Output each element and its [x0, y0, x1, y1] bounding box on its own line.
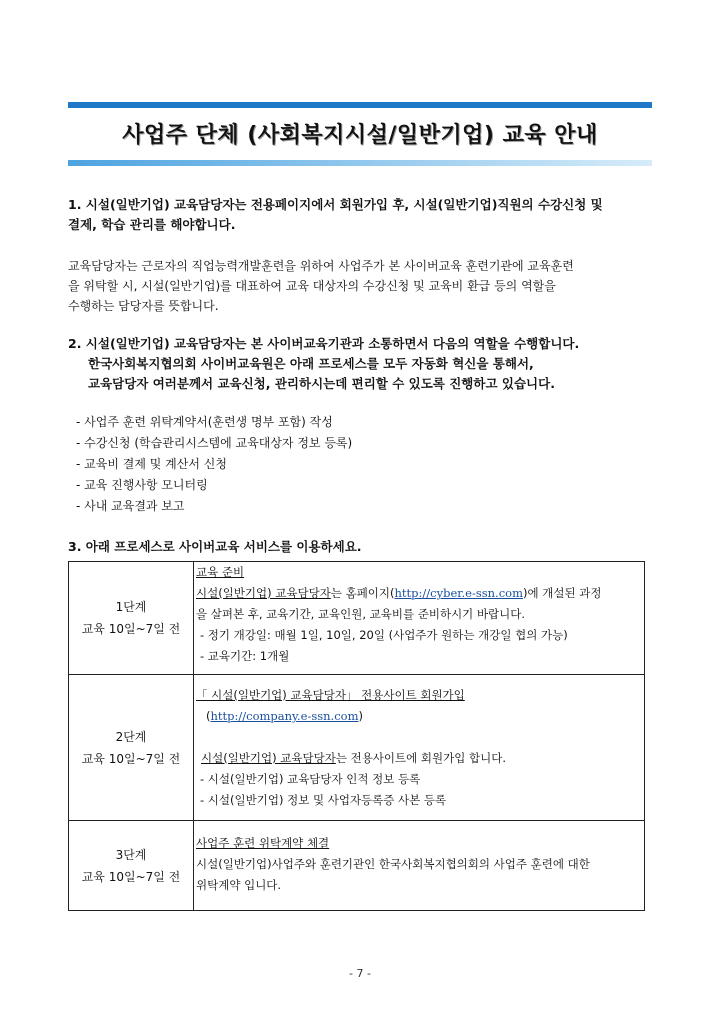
section1-desc-line3: 수행하는 담당자를 뜻합니다. — [68, 299, 219, 313]
step-sub-item: - 교육기간: 1개월 — [200, 649, 290, 663]
page-number: - 7 - — [349, 967, 371, 980]
role-list — [76, 412, 352, 517]
step-line: 시설(일반기업)사업주와 훈련기관인 한국사회복지협의회의 사업주 훈련에 대한 — [196, 857, 590, 871]
section2-heading-line1: 2. 시설(일반기업) 교육담당자는 본 사이버교육기관과 소통하면서 다음의 역할을 수행합니다. — [68, 336, 580, 351]
step-text: 는 홈페이지( — [330, 586, 395, 600]
step-line: 위탁계약 입니다. — [196, 878, 282, 892]
step-text: ( — [206, 709, 211, 723]
step-title: 사업주 훈련 위탁계약 체결 — [196, 836, 330, 850]
table-row — [69, 675, 645, 821]
stage-detail-cell — [194, 821, 645, 911]
spacer — [196, 727, 644, 748]
role-list-item: - 교육비 결제 및 계산서 신청 — [76, 457, 227, 471]
stage-label: 2단계 — [115, 729, 147, 744]
role-list-item: - 사내 교육결과 보고 — [76, 499, 185, 513]
step-text: )에 개설된 과정 — [522, 586, 602, 600]
section1-desc-line1: 교육담당자는 근로자의 직업능력개발훈련을 위하여 사업주가 본 사이버교육 훈련기관에 교육훈련 — [68, 259, 574, 273]
homepage-link[interactable]: http://cyber.e-ssn.com — [394, 586, 523, 600]
role-name: 시설(일반기업) 교육담당자 — [196, 586, 331, 600]
section1-heading-line2: 결제, 학습 관리를 해야합니다. — [68, 217, 236, 232]
role-list-item: - 교육 진행사항 모니터링 — [76, 478, 208, 492]
page-title: 사업주 단체 (사회복지시설/일반기업) 교육 안내 — [122, 123, 598, 148]
section2-heading-line3: 교육담당자 여러분께서 교육신청, 관리하시는데 편리할 수 있도록 진행하고 있습니다. — [88, 376, 555, 391]
step-sub-item: - 정기 개강일: 매월 1일, 10일, 20일 (사업주가 원하는 개강일 협의 가능) — [200, 628, 568, 642]
section1-description — [68, 256, 654, 316]
role-name: 시설(일반기업) 교육담당자 — [201, 751, 336, 765]
role-list-item: - 수강신청 (학습관리시스템에 교육대상자 정보 등록) — [76, 436, 353, 450]
step-line — [196, 748, 644, 769]
section1-desc-line2: 을 위탁할 시, 시설(일반기업)를 대표하여 교육 대상자의 수강신청 및 교육비 환급 등의 역할을 — [68, 279, 556, 293]
section1-heading-line1: 1. 시설(일반기업) 교육담당자는 전용페이지에서 회원가입 후, 시설(일반기업)직원의 수강신청 및 — [68, 197, 603, 212]
company-site-link[interactable]: http://company.e-ssn.com — [210, 709, 359, 723]
section3-heading: 3. 아래 프로세스로 사이버교육 서비스를 이용하세요. — [68, 539, 362, 554]
section2-heading — [68, 334, 654, 394]
step-text: 는 전용사이트에 회원가입 합니다. — [335, 751, 506, 765]
stage-cell — [69, 562, 194, 675]
stage-timing: 교육 10일~7일 전 — [81, 751, 181, 766]
stage-label: 3단계 — [115, 847, 147, 862]
section2-heading-line2: 한국사회복지협의회 사이버교육원은 아래 프로세스를 모두 자동화 혁신을 통해서, — [88, 356, 534, 371]
role-list-item: - 사업주 훈련 위탁계약서(훈련생 명부 포함) 작성 — [76, 415, 333, 429]
step-line — [196, 706, 644, 727]
stage-timing: 교육 10일~7일 전 — [81, 869, 181, 884]
table-row — [69, 821, 645, 911]
title-top-bar — [68, 102, 652, 108]
step-title: 교육 준비 — [196, 565, 245, 579]
stage-detail-cell — [194, 675, 645, 821]
section1-heading — [68, 195, 654, 235]
step-sub-item: - 시설(일반기업) 교육담당자 인적 정보 등록 — [200, 772, 421, 786]
step-line — [196, 583, 644, 604]
stage-cell — [69, 675, 194, 821]
step-text: ) — [358, 709, 363, 723]
stage-timing: 교육 10일~7일 전 — [81, 622, 181, 636]
step-line: 을 살펴본 후, 교육기간, 교육인원, 교육비를 준비하시기 바랍니다. — [196, 607, 526, 621]
step-sub-item: - 시설(일반기업) 정보 및 사업자등록증 사본 등록 — [200, 793, 447, 807]
stage-label: 1단계 — [115, 600, 147, 614]
title-bottom-bar — [68, 160, 652, 166]
process-table — [68, 561, 645, 911]
stage-detail-cell — [194, 562, 645, 675]
table-row — [69, 562, 645, 675]
stage-cell — [69, 821, 194, 911]
step-title: 「 시설(일반기업) 교육담당자」 전용사이트 회원가입 — [196, 688, 465, 702]
